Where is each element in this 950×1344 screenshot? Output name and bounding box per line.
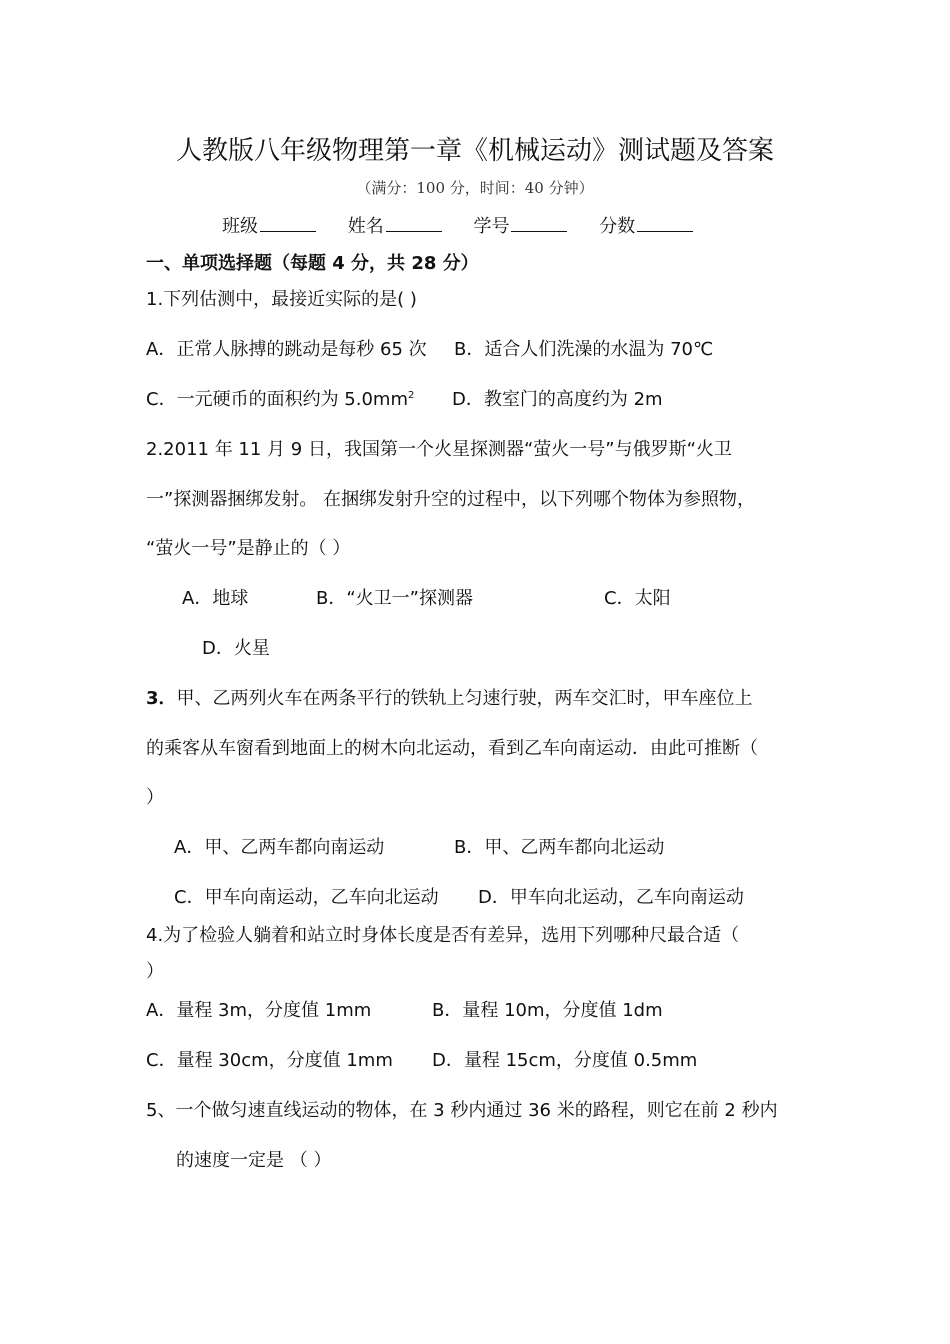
q2-stem-line2: 一”探测器捆绑发射。 在捆绑发射升空的过程中，以下列哪个物体为参照物， (146, 489, 756, 510)
q2-option-a: A．地球 (182, 588, 249, 609)
q1-option-d: D．教室门的高度约为 2m (452, 389, 663, 410)
class-field: 班级 (222, 213, 316, 239)
q4-option-b: B．量程 10m，分度值 1dm (432, 1000, 663, 1021)
q3-stem-text: 甲、乙两列火车在两条平行的铁轨上匀速行驶，两车交汇时，甲车座位上 (176, 688, 753, 709)
q5-stem-line1: 5、一个做匀速直线运动的物体，在 3 秒内通过 36 米的路程，则它在前 2 秒内 (146, 1100, 778, 1121)
q4-option-c: C．量程 30cm，分度值 1mm (146, 1050, 393, 1071)
q2-option-b: B．“火卫一”探测器 (316, 588, 473, 609)
score-field: 分数 (599, 213, 693, 239)
q3-option-c: C．甲车向南运动，乙车向北运动 (174, 887, 439, 908)
q3-option-a: A．甲、乙两车都向南运动 (174, 837, 385, 858)
q3-stem-line2: 的乘客从车窗看到地面上的树木向北运动，看到乙车向南运动．由此可推断（ (146, 738, 758, 759)
q3-number: 3． (146, 688, 177, 709)
q3-option-d: D．甲车向北运动，乙车向南运动 (478, 887, 744, 908)
q2-stem-line1: 2.2011 年 11 月 9 日，我国第一个火星探测器“萤火一号”与俄罗斯“火卫 (146, 439, 732, 460)
q1-option-c (146, 388, 414, 412)
q2-option-c: C．太阳 (604, 588, 671, 609)
q4-option-a: A．量程 3m，分度值 1mm (146, 1000, 372, 1021)
q1-option-c-superscript: 2 (407, 390, 415, 401)
q2-option-d: D．火星 (202, 638, 270, 659)
q3-option-b: B．甲、乙两车都向北运动 (454, 837, 665, 858)
q3-stem-line1 (146, 687, 753, 711)
q4-option-d: D．量程 15cm，分度值 0.5mm (432, 1050, 698, 1071)
q4-stem-line2: ） (146, 961, 164, 982)
q2-stem-line3: “萤火一号”是静止的（ ） (146, 538, 351, 559)
section-heading: 一、单项选择题（每题 4 分，共 28 分） (146, 253, 479, 274)
document-title: 人教版八年级物理第一章《机械运动》测试题及答案 (175, 136, 774, 166)
q5-stem-line2: 的速度一定是 （ ） (176, 1150, 332, 1171)
q1-option-c-text: C．一元硬币的面积约为 5.0mm (146, 389, 408, 410)
name-field: 姓名 (348, 213, 442, 239)
student-id-field: 学号 (473, 213, 567, 239)
student-info-fields (222, 213, 719, 239)
q1-stem: 1.下列估测中，最接近实际的是( ) (146, 289, 417, 310)
q1-option-a: A．正常人脉搏的跳动是每秒 65 次 (146, 339, 427, 360)
q4-stem-line1: 4.为了检验人躺着和站立时身体长度是否有差异，选用下列哪种尺最合适（ (146, 925, 740, 946)
q3-stem-line3: ） (146, 787, 164, 808)
q1-option-b: B．适合人们洗澡的水温为 70℃ (454, 339, 714, 360)
document-subtitle: （满分：100 分，时间：40 分钟） (356, 179, 594, 197)
